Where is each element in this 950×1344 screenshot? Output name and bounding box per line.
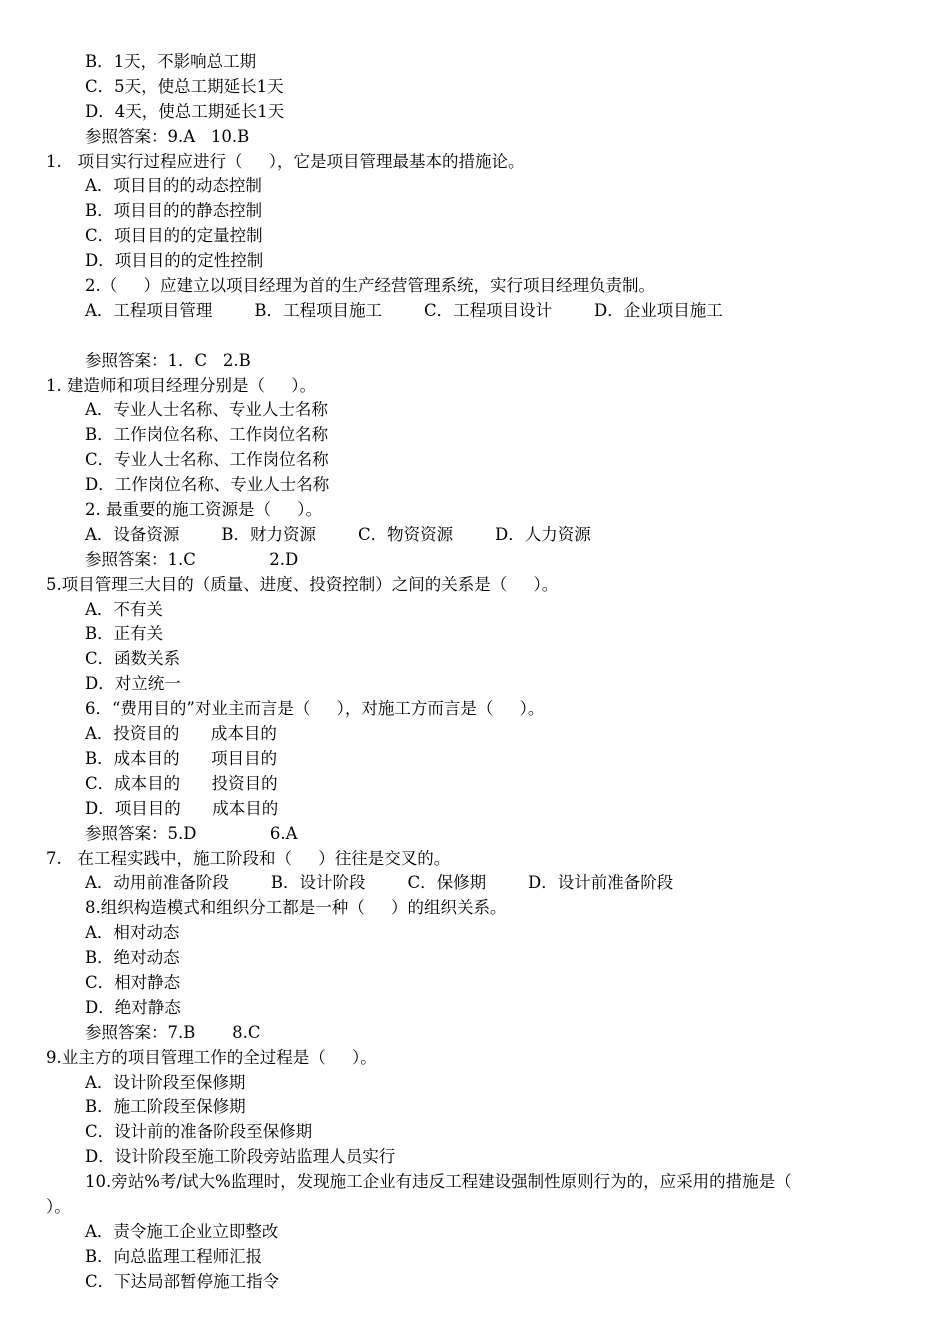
text-line: A．设备资源 B．财力资源 C．物资资源 D．人力资源 xyxy=(85,524,591,544)
text-line: 5.项目管理三大目的（质量、进度、投资控制）之间的关系是（ ）。 xyxy=(46,574,559,594)
text-line: 1. 项目实行过程应进行（ ），它是项目管理最基本的措施论。 xyxy=(46,151,525,171)
text-line: ）。 xyxy=(46,1196,71,1216)
text-line: C．成本目的 投资目的 xyxy=(85,773,278,793)
text-line: C．专业人士名称、工作岗位名称 xyxy=(85,450,329,470)
text-line: A．专业人士名称、专业人士名称 xyxy=(85,400,328,420)
text-line: A．投资目的 成本目的 xyxy=(85,724,277,744)
text-line: 参照答案：7.B 8.C xyxy=(85,1022,261,1042)
text-line: D．项目目的 成本目的 xyxy=(85,798,279,818)
text-line: 参照答案：5.D 6.A xyxy=(85,823,298,843)
text-line: 1. 建造师和项目经理分别是（ ）。 xyxy=(46,375,316,395)
text-line: A．项目目的的动态控制 xyxy=(85,176,262,196)
text-line: D．4天，使总工期延长1天 xyxy=(85,101,285,121)
text-line: B．向总监理工程师汇报 xyxy=(85,1246,263,1266)
text-line: 6．“费用目的”对业主而言是（ ），对施工方而言是（ ）。 xyxy=(85,699,545,719)
text-line: 2. 最重要的施工资源是（ ）。 xyxy=(85,500,322,520)
text-line: A．工程项目管理 B．工程项目施工 C．工程项目设计 D．企业项目施工 xyxy=(85,300,723,320)
text-line: 参照答案：1．C 2.B xyxy=(85,350,251,370)
text-line: C．函数关系 xyxy=(85,649,181,669)
text-line: 参照答案：9.A 10.B xyxy=(85,126,250,146)
text-line: C．设计前的准备阶段至保修期 xyxy=(85,1122,313,1142)
text-line: C．项目目的的定量控制 xyxy=(85,226,263,246)
text-line: B．正有关 xyxy=(85,624,164,644)
text-line: C．5天，使总工期延长1天 xyxy=(85,76,284,96)
text-line: A．动用前准备阶段 B．设计阶段 C．保修期 D．设计前准备阶段 xyxy=(85,873,674,893)
text-line: A．不有关 xyxy=(85,599,163,619)
text-line: C．下达局部暂停施工指令 xyxy=(85,1271,280,1291)
text-line: 7. 在工程实践中，施工阶段和（ ）往往是交叉的。 xyxy=(46,848,451,868)
text-line: D．设计阶段至施工阶段旁站监理人员实行 xyxy=(85,1147,396,1167)
text-line: D．工作岗位名称、专业人士名称 xyxy=(85,475,330,495)
text-line: B．成本目的 项目目的 xyxy=(85,748,278,768)
blank-line xyxy=(0,324,950,349)
text-line: 8.组织构造模式和组织分工都是一种（ ）的组织关系。 xyxy=(85,898,507,918)
text-line: B．施工阶段至保修期 xyxy=(85,1097,246,1117)
text-line: A．设计阶段至保修期 xyxy=(85,1072,246,1092)
text-line: A．责令施工企业立即整改 xyxy=(85,1221,279,1241)
text-line: 10.旁站%考/试大%监理时，发现施工企业有违反工程建设强制性原则行为的，应采用的措施是（ xyxy=(85,1172,792,1192)
text-line: B．工作岗位名称、工作岗位名称 xyxy=(85,425,329,445)
document-page xyxy=(0,50,950,1295)
text-line: B．项目目的的静态控制 xyxy=(85,201,263,221)
text-line: 2.（ ）应建立以项目经理为首的生产经营管理系统，实行项目经理负责制。 xyxy=(85,276,655,296)
text-line: D．绝对静态 xyxy=(85,997,181,1017)
text-line: 参照答案：1.C 2.D xyxy=(85,549,299,569)
text-line: D．对立统一 xyxy=(85,674,181,694)
text-line: A．相对动态 xyxy=(85,923,180,943)
text-line: B．1天，不影响总工期 xyxy=(85,52,257,71)
text-line: B．绝对动态 xyxy=(85,948,180,968)
text-line: 9.业主方的项目管理工作的全过程是（ ）。 xyxy=(46,1047,377,1067)
text-line: C．相对静态 xyxy=(85,972,181,992)
text-line: D．项目目的的定性控制 xyxy=(85,251,264,271)
